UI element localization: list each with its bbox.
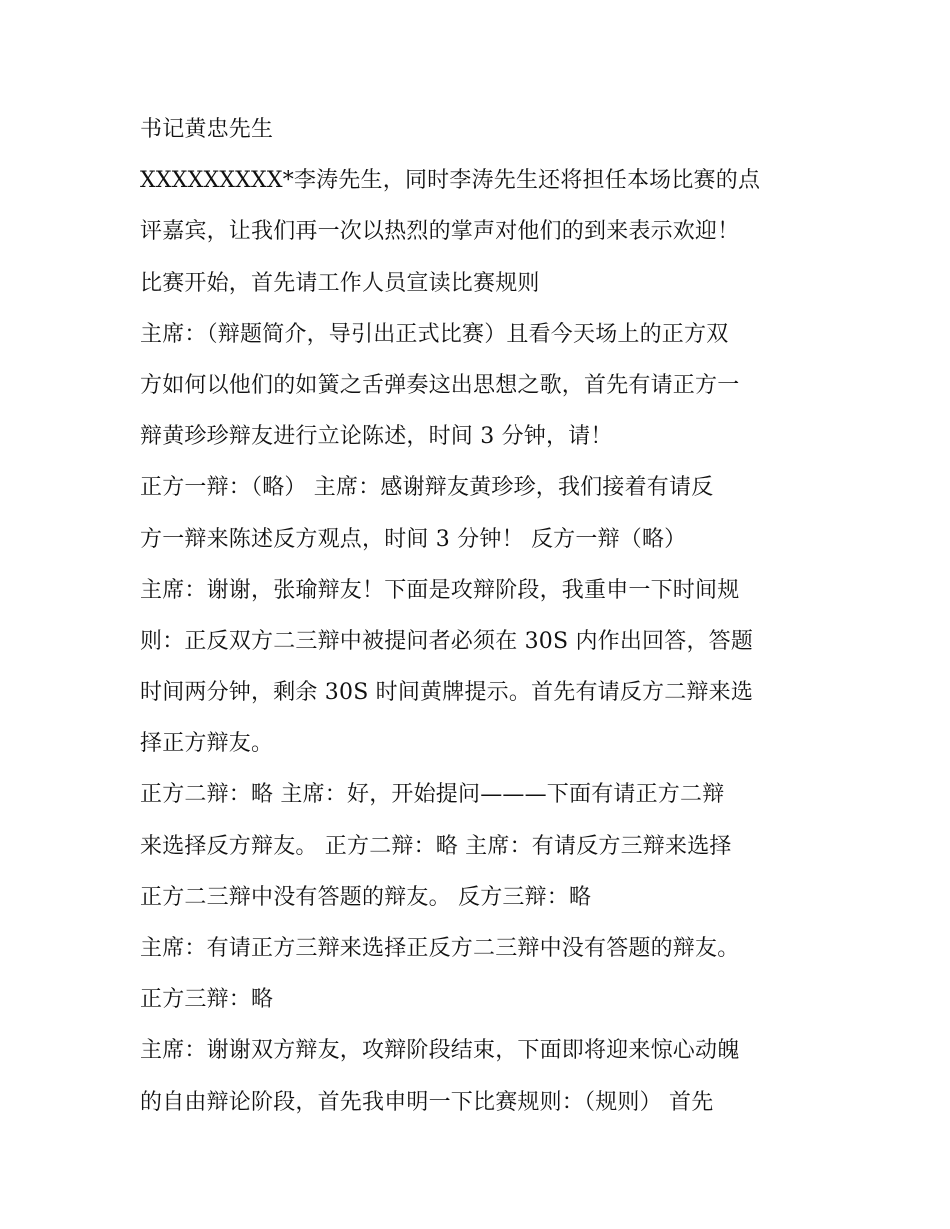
text-line: 时间两分钟，剩余 30S 时间黄牌提示。首先有请反方二辩来选 [140, 680, 754, 706]
text-line: 主席：谢谢双方辩友，攻辩阶段结束，下面即将迎来惊心动魄 [140, 1038, 740, 1064]
text-line: 主席：（辩题简介，导引出正式比赛）且看今天场上的正方双 [140, 321, 729, 347]
text-line: 书记黄忠先生 [140, 117, 274, 142]
text-line: 主席：有请正方三辩来选择正反方二三辩中没有答题的辩友。 [140, 936, 740, 961]
text-line: 正方二三辩中没有答题的辩友。 反方三辩：略 [140, 884, 592, 910]
text-line: 比赛开始，首先请工作人员宣读比赛规则 [140, 270, 540, 296]
document-body [140, 104, 820, 1128]
text-line: XXXXXXXXX*李涛先生，同时李涛先生还将担任本场比赛的点 [140, 168, 761, 194]
text-line: 方如何以他们的如簧之舌弹奏这出思想之歌，首先有请正方一 [140, 372, 740, 398]
text-line: 的自由辩论阶段，首先我申明一下比赛规则：（规则） 首先 [140, 1089, 714, 1115]
text-line: 评嘉宾，让我们再一次以热烈的掌声对他们的到来表示欢迎！ [140, 219, 740, 245]
text-line: 主席：谢谢，张瑜辩友！下面是攻辩阶段，我重申一下时间规 [140, 577, 740, 603]
text-line: 正方一辩：（略） 主席：感谢辩友黄珍珍，我们接着有请反 [140, 475, 714, 501]
text-line: 方一辩来陈述反方观点，时间 3 分钟！ 反方一辩（略） [140, 526, 687, 552]
text-line: 择正方辩友。 [140, 731, 274, 757]
text-line: 辩黄珍珍辩友进行立论陈述，时间 3 分钟，请！ [140, 424, 613, 450]
text-line: 正方三辩：略 [140, 987, 274, 1013]
text-line: 则：正反双方二三辩中被提问者必须在 30S 内作出回答，答题 [140, 628, 754, 654]
text-line: 来选择反方辩友。 正方二辩：略 主席：有请反方三辩来选择 [140, 833, 732, 859]
text-line: 正方二辩：略 主席：好，开始提问———下面有请正方二辩 [140, 782, 725, 808]
